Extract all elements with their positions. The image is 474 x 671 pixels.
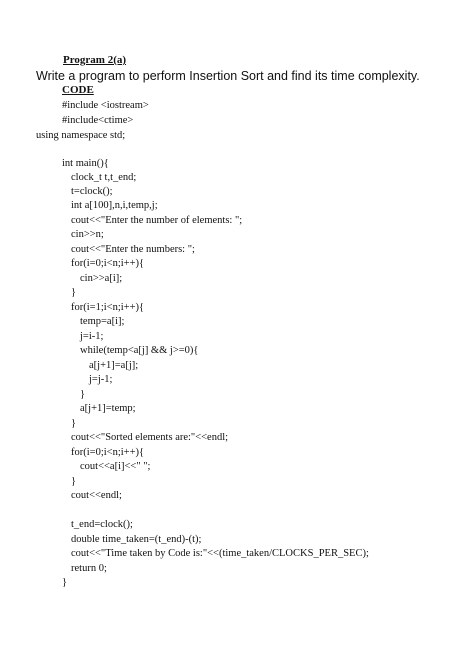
code-line: t=clock();: [71, 186, 113, 197]
code-line: cout<<"Sorted elements are:"<<endl;: [71, 432, 229, 443]
code-line: cin>>a[i];: [80, 273, 123, 284]
code-line: cout<<"Time taken by Code is:"<<(time_taken/CLOCKS_PER_SEC);: [71, 548, 369, 559]
code-line: clock_t t,t_end;: [71, 172, 137, 183]
code-line: double time_taken=(t_end)-(t);: [71, 534, 202, 545]
code-line: a[j+1]=a[j];: [89, 360, 139, 371]
code-line: j=j-1;: [89, 374, 113, 385]
program-heading: Program 2(a): [63, 54, 127, 66]
code-line: cout<<"Enter the number of elements: ";: [71, 215, 243, 226]
code-line: int a[100],n,i,temp,j;: [71, 200, 158, 211]
code-line: while(temp<a[j] && j>=0){: [80, 345, 199, 356]
code-line: a[j+1]=temp;: [80, 403, 136, 414]
code-line: cout<<endl;: [71, 490, 122, 501]
code-line: for(i=0;i<n;i++){: [71, 258, 145, 269]
code-line: #include<ctime>: [62, 115, 134, 126]
code-line: cout<<a[i]<<" ";: [80, 461, 151, 472]
code-line: t_end=clock();: [71, 519, 133, 530]
code-line: for(i=1;i<n;i++){: [71, 302, 145, 313]
code-line: cin>>n;: [71, 229, 104, 240]
code-line: }: [71, 287, 77, 298]
code-line: return 0;: [71, 563, 107, 574]
code-line: #include <iostream>: [62, 100, 149, 111]
code-line: }: [80, 389, 86, 400]
code-line: cout<<"Enter the numbers: ";: [71, 244, 195, 255]
code-line: }: [62, 577, 68, 588]
code-line: using namespace std;: [36, 130, 126, 141]
code-label: CODE: [62, 84, 94, 96]
code-line: for(i=0;i<n;i++){: [71, 447, 145, 458]
code-line: j=i-1;: [80, 331, 104, 342]
code-line: temp=a[i];: [80, 316, 125, 327]
code-line: }: [71, 476, 77, 487]
code-line: int main(){: [62, 158, 109, 169]
code-line: }: [71, 418, 77, 429]
question-text: Write a program to perform Insertion Sort and find its time complexity.: [36, 69, 420, 83]
